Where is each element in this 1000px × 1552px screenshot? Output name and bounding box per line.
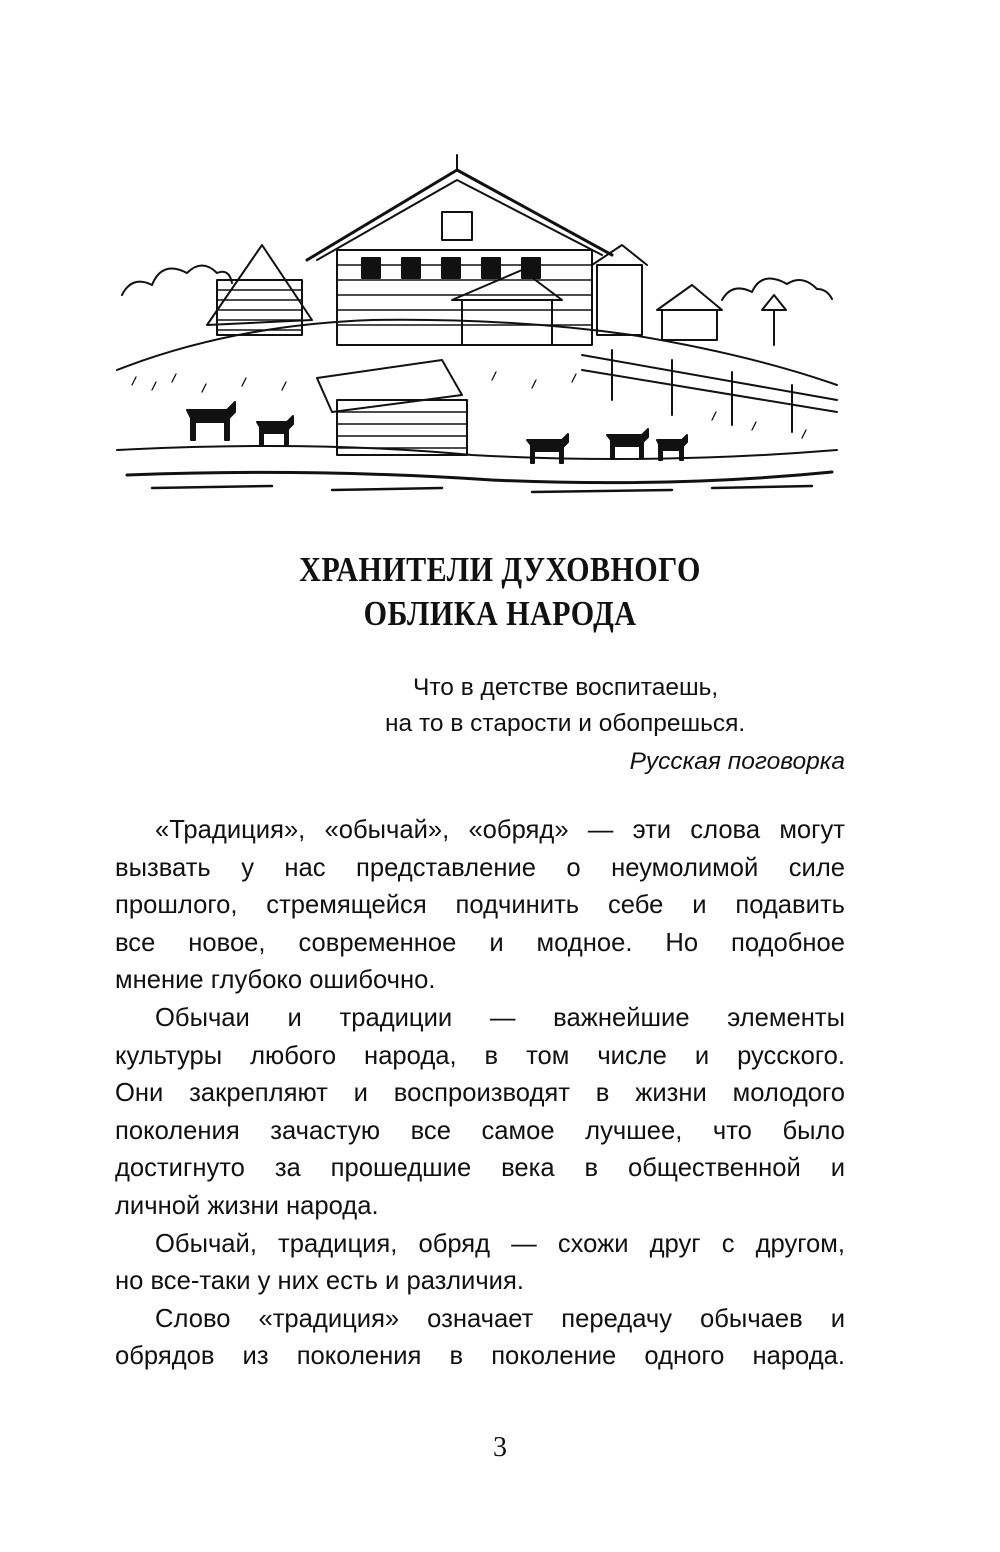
epigraph-source: Русская поговорка — [629, 748, 845, 775]
text-line: прошлого, стремящейся подчинить себе и подавить — [115, 891, 845, 920]
epigraph-line-1: Что в детстве воспитаешь, — [413, 674, 719, 701]
text-line: культуры любого народа, в том числе и русского. — [115, 1041, 845, 1070]
main-house — [307, 155, 612, 345]
cloud-right — [722, 279, 832, 300]
village-illustration — [112, 150, 842, 500]
fence — [582, 350, 837, 432]
text-line: но все-таки у них есть и различия. — [115, 1267, 524, 1296]
text-line: «Традиция», «обычай», «обряд» — эти слова могут — [155, 816, 845, 844]
body-text — [115, 812, 845, 1376]
paragraph-2 — [115, 1000, 845, 1226]
chapter-title — [70, 548, 930, 636]
paragraph-4 — [115, 1301, 845, 1376]
text-line: личной жизни народа. — [115, 1191, 379, 1220]
title-line-1: ХРАНИТЕЛИ ДУХОВНОГО — [299, 550, 701, 589]
right-buildings — [592, 245, 786, 345]
text-line: мнение глубоко ошибочно. — [115, 966, 436, 995]
text-line: Обычай, традиция, обряд — схожи друг с другом, — [155, 1229, 845, 1258]
shed — [317, 360, 467, 455]
village-drawing — [112, 150, 842, 500]
text-line: поколения зачастую все самое лучшее, что было — [115, 1116, 845, 1145]
cloud-left — [122, 266, 232, 296]
text-line: все новое, современное и модное. Но подобное — [115, 928, 845, 957]
text-line: Слово «традиция» означает передачу обычаев и — [155, 1304, 845, 1333]
text-line: Обычаи и традиции — важнейшие элементы — [155, 1003, 845, 1032]
text-line: достигнуто за прошедшие века в общественной и — [115, 1154, 845, 1183]
text-line: обрядов из поколения в поколение одного народа. — [115, 1342, 845, 1371]
page-number: 3 — [493, 1432, 507, 1463]
left-barn — [207, 245, 312, 335]
text-line: вызвать у нас представление о неумолимой силе — [115, 853, 845, 882]
animals — [187, 402, 687, 463]
paragraph-1 — [115, 812, 845, 1000]
epigraph-line-2: на то в старости и обопрешься. — [385, 710, 746, 737]
epigraph — [385, 670, 845, 780]
paragraph-3 — [115, 1226, 845, 1301]
text-line: Они закрепляют и воспроизводят в жизни молодого — [115, 1079, 845, 1108]
title-line-2: ОБЛИКА НАРОДА — [363, 594, 637, 633]
